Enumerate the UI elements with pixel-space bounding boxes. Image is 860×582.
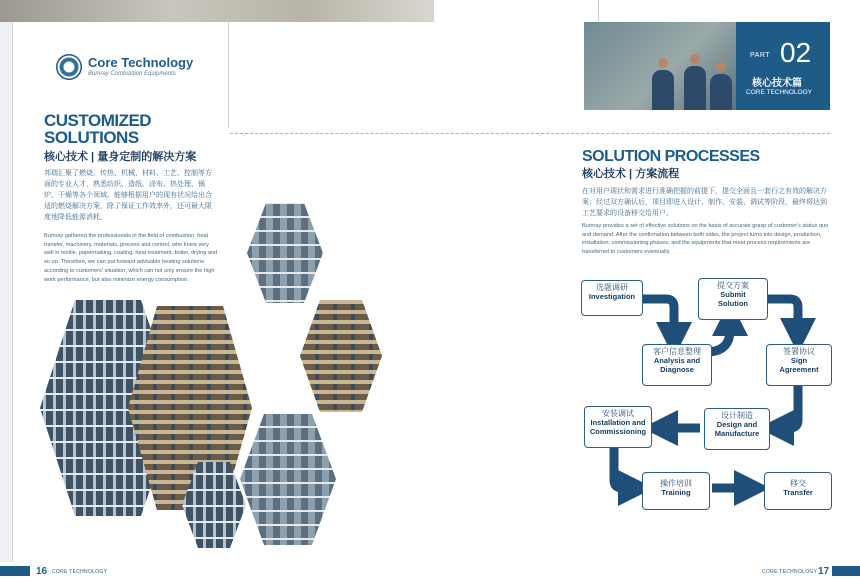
footer-left-text: CORE TECHNOLOGY bbox=[52, 569, 108, 575]
part-title-cn: 核心技术篇 bbox=[752, 78, 802, 89]
left-heading-cn: 核心技术 | 量身定制的解决方案 bbox=[44, 151, 197, 163]
page-number-right: 17 bbox=[818, 566, 830, 577]
step-sign-en2: Agreement bbox=[779, 364, 819, 374]
step-analysis-cn: 客户信息整理 bbox=[653, 347, 701, 356]
right-heading: SOLUTION PROCESSES bbox=[582, 148, 760, 165]
step-transfer-en: Transfer bbox=[783, 488, 813, 497]
right-heading-cn-b: 方案流程 bbox=[635, 168, 680, 180]
step-training-en: Training bbox=[661, 488, 691, 497]
step-analysis-en1: Analysis and bbox=[653, 356, 701, 365]
left-body-cn: 邦瑞汇聚了燃烧、传热、机械、材料、工艺、控制等方面的专业人才，熟悉纺织、造纸、涂布、热处理、锅炉、干燥等各个领域。能够根据用户的现有状况给出合适的燃烧解决方案，除了保证工作效率外，还可最大限度地降低能源消耗。 bbox=[44, 170, 212, 221]
step-training bbox=[642, 472, 710, 510]
footer-left-bar bbox=[0, 566, 30, 576]
step-design-en2: Manufacture bbox=[714, 428, 760, 438]
step-submit-cn: 提交方案 bbox=[717, 281, 749, 290]
step-training-cn: 操作培训 bbox=[660, 479, 692, 488]
step-transfer bbox=[764, 472, 832, 510]
step-investigation bbox=[581, 280, 643, 316]
flow-arrow-investigation-analysis bbox=[640, 299, 674, 340]
step-installation-cn: 安装调试 bbox=[602, 409, 634, 418]
step-sign-cn: 签署协议 bbox=[783, 347, 815, 356]
step-sign-agreement bbox=[766, 344, 832, 386]
step-design-cn: 设计制造 bbox=[721, 411, 753, 420]
right-body-cn: 在对用户现状和需求进行准确把握的前提下，提交全面且一套行之有效的解决方案；经过双方确认后，项目即进入设计、制作、安装、调试等阶段，最终将达到工艺要求的设备移交给用户。 bbox=[582, 188, 827, 217]
step-sign-en1: Sign bbox=[790, 356, 808, 365]
part-number: 02 bbox=[780, 37, 812, 68]
page-number-left: 16 bbox=[36, 566, 48, 577]
step-analysis-diagnose bbox=[642, 344, 712, 386]
footer-right-text: CORE TECHNOLOGY bbox=[762, 569, 818, 575]
step-design-manufacture bbox=[704, 408, 770, 450]
left-heading-cn-b: 量身定制的解决方案 bbox=[97, 151, 197, 163]
step-investigation-en: Investigation bbox=[588, 292, 636, 301]
left-heading-line2: SOLUTIONS bbox=[44, 128, 139, 147]
step-submit-en2: Solution bbox=[718, 298, 748, 308]
step-installation-en2: Commissioning bbox=[589, 426, 647, 436]
logo-name: Core Technology bbox=[88, 55, 194, 70]
right-heading-cn-a: 核心技术 bbox=[582, 168, 626, 180]
step-submit-en1: Submit bbox=[720, 290, 746, 299]
right-heading-cn: 核心技术 | 方案流程 bbox=[582, 168, 680, 180]
logo-tagline: Bumray Combustion Equipments bbox=[88, 71, 176, 77]
left-heading-cn-a: 核心技术 bbox=[44, 151, 88, 163]
step-transfer-cn: 移交 bbox=[790, 479, 806, 488]
step-installation-commissioning bbox=[584, 406, 652, 448]
flow-arrow-submit-sign bbox=[766, 299, 798, 336]
left-heading-line1: CUSTOMIZED bbox=[44, 111, 152, 130]
step-installation-en1: Installation and bbox=[590, 418, 646, 427]
step-analysis-en2: Diagnose bbox=[660, 364, 694, 374]
step-investigation-cn: 选题调研 bbox=[596, 283, 628, 292]
left-body-en: Bumray gathered the professionals in the field of combustion, heat transfer, machinery, materials, process and control, who knew very well in textile, papermaking, coating, heat treatment, boiler, drying and so on. Therefore, we can put forward advisable heating solutions according to customers' situation, which can not only ensure the high work performance, but also minimize energy consumption. bbox=[44, 233, 218, 283]
right-body-en: Bumray provides a set of effective solutions on the basis of accurate grasp of customer's status quo and demand. After the confirmation between both sides, the project turns into design, production, installation, commissioning phases, and the equipments that meet process requirements are transferred to customers eventually. bbox=[582, 223, 829, 256]
flow-arrow-sign-design bbox=[776, 384, 798, 428]
part-title-en: CORE TECHNOLOGY bbox=[746, 89, 812, 96]
part-word: PART bbox=[750, 52, 771, 59]
step-submit-solution bbox=[698, 278, 768, 320]
step-design-en1: Design and bbox=[716, 420, 758, 429]
flow-arrow-installation-training bbox=[614, 446, 636, 488]
footer-right-bar bbox=[832, 566, 860, 576]
